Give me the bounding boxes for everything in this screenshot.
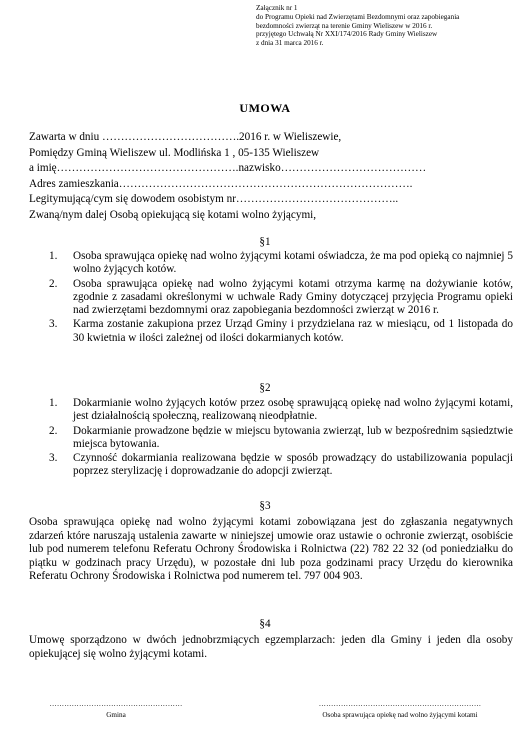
- item-text: Dokarmianie wolno żyjących kotów przez osobę sprawującą opiekę nad wolno żyjącymi kotami, jest działalnością społeczną, realizowaną nieodpłatnie.: [73, 397, 513, 423]
- list-item: [29, 250, 513, 277]
- item-number: 2.: [49, 424, 58, 437]
- item-text: Dokarmianie prowadzone będzie w miejscu bytowania zwierząt, lub w bezpośrednim sąsiedztwie miejsca bytowania.: [73, 424, 513, 450]
- item-text: Czynność dokarmiania realizowana będzie w sposób prowadzący do ustabilizowania populacji poprzez sterylizację i doprowadzanie do adopcji zwierząt.: [73, 452, 513, 478]
- header-line: a imię………………………………………….nazwisko…………………………………: [29, 162, 427, 175]
- item-number: 1.: [49, 397, 58, 409]
- list-item: [29, 425, 513, 452]
- item-number: 3.: [49, 452, 58, 465]
- item-text: Karma zostanie zakupiona przez Urząd Gminy i przydzielana raz w miesiącu, od 1 listopada do 30 kwietnia w ilości zależnej od ilości dokarmianych kotów.: [73, 318, 513, 344]
- section-2-heading: §2: [259, 382, 271, 394]
- attachment-line: do Programu Opieki nad Zwierzętami Bezdomnymi oraz zapobiegania: [256, 12, 460, 21]
- item-text: Osoba sprawująca opiekę nad wolno żyjącymi kotami otrzyma karmę na dożywianie kotów, zgodnie z zasadami określonymi w uchwale Rady Gminy dotyczącej przyjęcia Programu opieki nad zwierzętami bezdomnymi oraz zapobiegania bezdomności zwierząt w 2016 r.: [73, 277, 513, 317]
- document-title: UMOWA: [239, 101, 291, 115]
- list-item: [29, 397, 513, 424]
- section-1-list: [29, 250, 513, 346]
- section-3-heading: §3: [259, 500, 271, 512]
- signature-gmina: [46, 700, 186, 719]
- signature-label: Osoba sprawująca opiekę nad wolno żyjącymi kotami: [322, 711, 478, 719]
- list-item: [29, 278, 513, 318]
- attachment-line: z dnia 31 marca 2016 r.: [256, 39, 324, 48]
- header-line: Zawarta w dniu ……………………………….2016 r. w Wieliszewie,: [29, 131, 342, 143]
- section-4-heading: §4: [259, 618, 271, 630]
- section-2-list: [29, 397, 513, 480]
- list-item: [29, 452, 513, 479]
- section-1-heading: §1: [259, 236, 271, 248]
- header-line: Legitymującą/cym się dowodem osobistym nr……………………………………..: [29, 193, 399, 206]
- header-line: Pomiędzy Gminą Wieliszew ul. Modlińska 1 , 05-135 Wieliszew: [29, 146, 320, 159]
- item-number: 1.: [49, 250, 58, 262]
- item-number: 2.: [49, 277, 58, 290]
- header-line: Adres zamieszkania…………………………………………………………………….: [29, 177, 413, 190]
- signature-line: ………………………………………………: [49, 700, 183, 708]
- attachment-line: przyjętego Uchwałą Nr XXI/174/2016 Rady Gminy Wieliszew: [256, 30, 438, 39]
- header-intro: Zwaną/nym dalej Osobą opiekującą się kotami wolno żyjącymi,: [29, 208, 317, 221]
- contract-header: [29, 130, 509, 224]
- signature-caretaker: [300, 700, 500, 719]
- list-item: [29, 318, 513, 345]
- attachment-note: [256, 4, 524, 48]
- item-text: Osoba sprawująca opiekę nad wolno żyjącymi kotami oświadcza, że ma pod opieką co najmniej 5 wolno żyjących kotów.: [73, 250, 513, 276]
- section-3-text: Osoba sprawująca opiekę nad wolno żyjącymi kotami zobowiązana jest do zgłaszania negatywnych zdarzeń które naruszają ustalenia zawarte w niniejszej umowie oraz ustawie o ochronie zwierząt, osobiście lub pod numerem telefonu Referatu Ochrony Środowiska i Rolnictwa (22) 782 22 32 (od poniedziałku do piątku w godzinach pracy Urzędu), w pozostałe dni lub poza godzinami pracy Urzędu do kierownika Referatu Ochrony Środowiska i Rolnictwa pod numerem tel. 797 004 903.: [29, 516, 513, 583]
- signature-label: Gmina: [106, 711, 126, 719]
- attachment-line: bezdomności zwierząt na terenie Gminy Wieliszew w 2016 r.: [256, 21, 433, 30]
- attachment-line: Załącznik nr 1: [256, 4, 298, 12]
- signature-line: …………………………………………………………: [318, 700, 482, 708]
- item-number: 3.: [49, 318, 58, 331]
- section-4-text: Umowę sporządzono w dwóch jednobrzmiących egzemplarzach: jeden dla Gminy i jeden dla osoby opiekującej się wolno żyjącymi kotami.: [29, 634, 513, 660]
